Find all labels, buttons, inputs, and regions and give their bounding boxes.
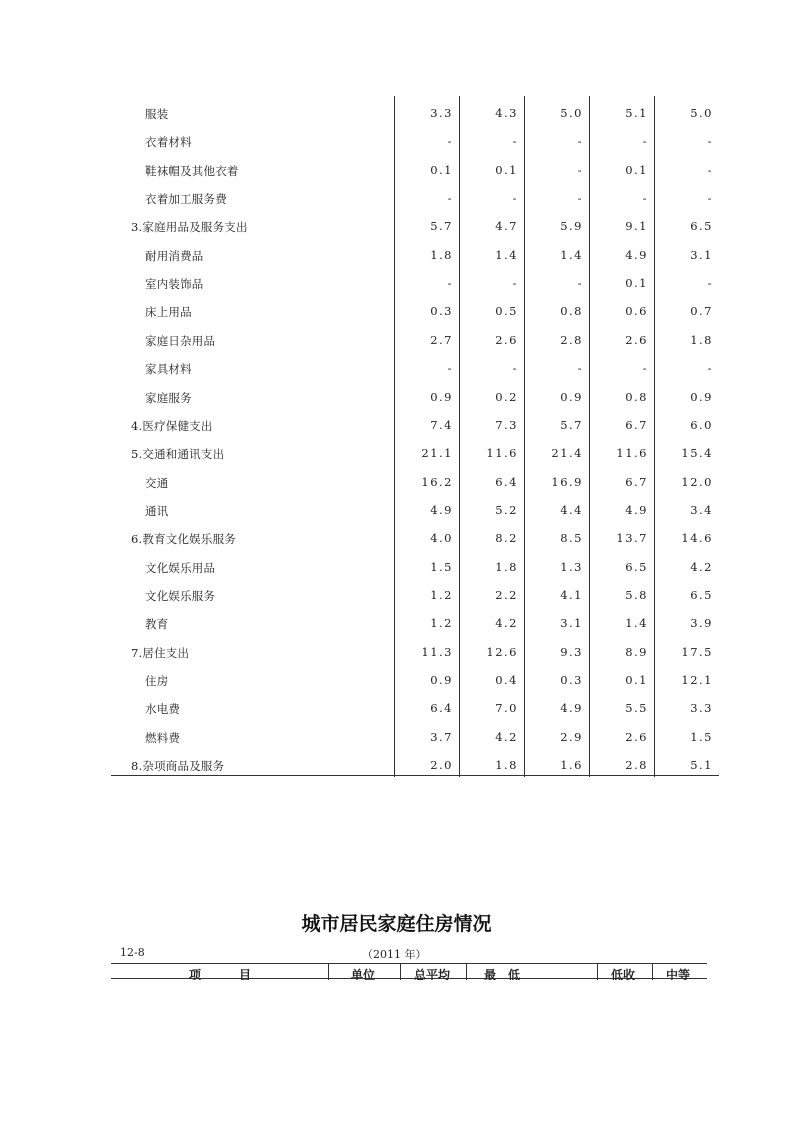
cell-value: 4.9 (560, 701, 583, 716)
cell-value: 4.7 (495, 219, 518, 234)
cell-value: 4.3 (495, 106, 518, 120)
table-row (111, 472, 719, 492)
cell-value: 0.1 (495, 162, 518, 177)
cell-value: 0.1 (625, 162, 648, 177)
cell-value: 0.3 (430, 304, 453, 319)
cell-value: - (512, 276, 518, 291)
cell-value: 1.8 (690, 332, 713, 347)
table-row (111, 727, 719, 747)
table2-code: 12-8 (120, 946, 145, 959)
cell-value: 2.8 (560, 332, 583, 347)
header-item-1: 项 (189, 968, 202, 980)
cell-value: - (447, 134, 453, 149)
row-label: 燃料费 (145, 730, 181, 745)
column-divider (400, 963, 401, 980)
table-row (111, 387, 719, 407)
column-divider (652, 963, 653, 980)
cell-value: 1.5 (430, 559, 453, 574)
cell-value: 6.4 (430, 701, 453, 716)
cell-value: 2.2 (495, 587, 518, 602)
table-row (111, 528, 719, 548)
table-row (111, 301, 719, 321)
cell-value: 5.7 (560, 417, 583, 432)
cell-value: 4.0 (430, 531, 453, 546)
cell-value: 2.6 (625, 332, 648, 347)
cell-value: 9.1 (625, 219, 648, 234)
table-row (111, 642, 719, 662)
cell-value: 7.3 (495, 417, 518, 432)
row-label: 文化娱乐服务 (145, 588, 216, 603)
cell-value: 2.0 (430, 758, 453, 773)
cell-value: 0.3 (560, 673, 583, 687)
cell-value: 2.7 (430, 332, 453, 347)
cell-value: 3.9 (690, 616, 713, 631)
cell-value: 4.2 (690, 559, 713, 574)
table-row (111, 103, 719, 123)
cell-value: - (707, 361, 713, 376)
cell-value: 3.3 (430, 106, 453, 120)
cell-value: 6.5 (690, 587, 713, 602)
cell-value: - (642, 191, 648, 206)
cell-value: 21.1 (421, 446, 453, 461)
header-low-income: 低收 (611, 968, 636, 980)
row-label: 教育 (145, 617, 169, 632)
header-middle: 中等 (666, 968, 691, 980)
row-label: 8.杂项商品及服务 (131, 759, 225, 774)
cell-value: 9.3 (560, 644, 583, 659)
cell-value: 1.6 (560, 758, 583, 773)
column-divider (328, 963, 329, 980)
cell-value: - (577, 134, 583, 149)
row-label: 通讯 (145, 503, 169, 518)
cell-value: 2.6 (495, 332, 518, 347)
cell-value: 4.9 (625, 502, 648, 517)
expenditure-table (111, 96, 719, 777)
cell-value: 0.2 (495, 389, 518, 404)
table-row (111, 585, 719, 605)
cell-value: 6.0 (690, 417, 713, 432)
cell-value: 6.5 (690, 219, 713, 234)
cell-value: 2.6 (625, 729, 648, 744)
header-item-2: 目 (239, 968, 252, 980)
cell-value: 1.4 (495, 247, 518, 262)
header-average: 总平均 (414, 968, 451, 980)
cell-value: 1.2 (430, 587, 453, 602)
cell-value: 17.5 (681, 644, 713, 659)
cell-value: - (512, 191, 518, 206)
cell-value: - (707, 134, 713, 149)
row-label: 家庭服务 (145, 390, 192, 405)
table-row (111, 160, 719, 180)
row-label: 衣着加工服务费 (145, 192, 227, 207)
cell-value: 1.5 (690, 729, 713, 744)
cell-value: 3.4 (690, 502, 713, 517)
table-row (111, 245, 719, 265)
header-unit: 单位 (351, 968, 376, 980)
cell-value: 5.9 (560, 219, 583, 234)
cell-value: - (577, 191, 583, 206)
header-lowest-2: 低 (508, 968, 521, 980)
cell-value: 5.7 (430, 219, 453, 234)
cell-value: 1.4 (560, 247, 583, 262)
cell-value: 3.3 (690, 701, 713, 716)
cell-value: 1.2 (430, 616, 453, 631)
cell-value: 11.6 (616, 446, 648, 461)
cell-value: 1.8 (430, 247, 453, 262)
cell-value: 4.2 (495, 616, 518, 631)
cell-value: 16.9 (551, 474, 583, 489)
cell-value: 1.8 (495, 559, 518, 574)
cell-value: - (577, 162, 583, 177)
cell-value: 1.8 (495, 758, 518, 773)
row-label: 家具材料 (145, 362, 192, 377)
row-label: 服装 (145, 107, 169, 121)
cell-value: - (707, 276, 713, 291)
cell-value: 21.4 (551, 446, 583, 461)
cell-value: 15.4 (681, 446, 713, 461)
table2-header (111, 963, 707, 980)
table-row (111, 613, 719, 633)
cell-value: - (577, 361, 583, 376)
cell-value: 7.0 (495, 701, 518, 716)
cell-value: 5.2 (495, 502, 518, 517)
cell-value: 0.5 (495, 304, 518, 319)
cell-value: - (642, 361, 648, 376)
cell-value: 7.4 (430, 417, 453, 432)
table-row (111, 330, 719, 350)
row-label: 水电费 (145, 702, 181, 717)
cell-value: 3.7 (430, 729, 453, 744)
table-row (111, 557, 719, 577)
cell-value: 12.1 (681, 673, 713, 687)
cell-value: - (577, 276, 583, 291)
cell-value: 11.3 (421, 644, 453, 659)
cell-value: 11.6 (486, 446, 518, 461)
cell-value: 0.1 (625, 673, 648, 687)
cell-value: 6.5 (625, 559, 648, 574)
cell-value: 5.0 (690, 106, 713, 120)
table-row (111, 188, 719, 208)
row-label: 3.家庭用品及服务支出 (131, 220, 248, 235)
cell-value: 0.4 (495, 673, 518, 687)
cell-value: 0.9 (430, 389, 453, 404)
row-label: 衣着材料 (145, 135, 192, 150)
cell-value: 6.7 (625, 417, 648, 432)
cell-value: - (707, 191, 713, 206)
cell-value: 12.0 (681, 474, 713, 489)
cell-value: 0.1 (625, 276, 648, 291)
cell-value: 1.3 (560, 559, 583, 574)
cell-value: 5.1 (690, 758, 713, 773)
cell-value: 5.8 (625, 587, 648, 602)
row-label: 床上用品 (145, 305, 192, 320)
cell-value: 3.1 (560, 616, 583, 631)
row-label: 7.居住支出 (131, 645, 190, 660)
cell-value: 8.5 (560, 531, 583, 546)
cell-value: - (707, 162, 713, 177)
cell-value: - (447, 276, 453, 291)
cell-value: 2.8 (625, 758, 648, 773)
cell-value: 4.2 (495, 729, 518, 744)
cell-value: 4.9 (625, 247, 648, 262)
cell-value: 1.4 (625, 616, 648, 631)
table-bottom-rule (111, 775, 719, 776)
table2-title: 城市居民家庭住房情况 (301, 913, 492, 935)
row-label: 4.医疗保健支出 (131, 418, 213, 433)
table-row (111, 415, 719, 435)
cell-value: 13.7 (616, 531, 648, 546)
row-label: 交通 (145, 475, 169, 490)
cell-value: 0.9 (560, 389, 583, 404)
cell-value: 12.6 (486, 644, 518, 659)
cell-value: - (642, 134, 648, 149)
cell-value: 2.9 (560, 729, 583, 744)
table-row (111, 443, 719, 463)
cell-value: 8.2 (495, 531, 518, 546)
table-row (111, 670, 719, 690)
cell-value: - (512, 134, 518, 149)
table-row (111, 698, 719, 718)
cell-value: 5.5 (625, 701, 648, 716)
column-divider (466, 963, 467, 980)
row-label: 住房 (145, 674, 169, 688)
cell-value: 0.7 (690, 304, 713, 319)
row-label: 室内装饰品 (145, 277, 204, 292)
cell-value: - (512, 361, 518, 376)
cell-value: 4.4 (560, 502, 583, 517)
row-label: 文化娱乐用品 (145, 560, 216, 575)
table-row (111, 500, 719, 520)
table-row (111, 358, 719, 378)
cell-value: 5.0 (560, 106, 583, 120)
row-label: 鞋袜帽及其他衣着 (145, 163, 239, 178)
cell-value: 6.7 (625, 474, 648, 489)
cell-value: 5.1 (625, 106, 648, 120)
cell-value: - (447, 191, 453, 206)
table-row (111, 273, 719, 293)
cell-value: 0.9 (430, 673, 453, 687)
cell-value: 8.9 (625, 644, 648, 659)
cell-value: 0.8 (625, 389, 648, 404)
cell-value: 0.9 (690, 389, 713, 404)
row-label: 5.交通和通讯支出 (131, 447, 225, 462)
table-row (111, 131, 719, 151)
cell-value: 4.1 (560, 587, 583, 602)
cell-value: 0.8 (560, 304, 583, 319)
table-row (111, 216, 719, 236)
table2-year: （2011 年） (362, 948, 427, 961)
row-label: 耐用消费品 (145, 248, 204, 263)
cell-value: 16.2 (421, 474, 453, 489)
cell-value: 0.1 (430, 162, 453, 177)
table-row (111, 755, 719, 775)
header-lowest-1: 最 (484, 968, 497, 980)
cell-value: 6.4 (495, 474, 518, 489)
cell-value: 4.9 (430, 502, 453, 517)
cell-value: 0.6 (625, 304, 648, 319)
header-top-rule (111, 963, 707, 964)
cell-value: - (447, 361, 453, 376)
column-divider (597, 963, 598, 980)
row-label: 家庭日杂用品 (145, 333, 216, 348)
row-label: 6.教育文化娱乐服务 (131, 532, 236, 547)
cell-value: 3.1 (690, 247, 713, 262)
cell-value: 14.6 (681, 531, 713, 546)
